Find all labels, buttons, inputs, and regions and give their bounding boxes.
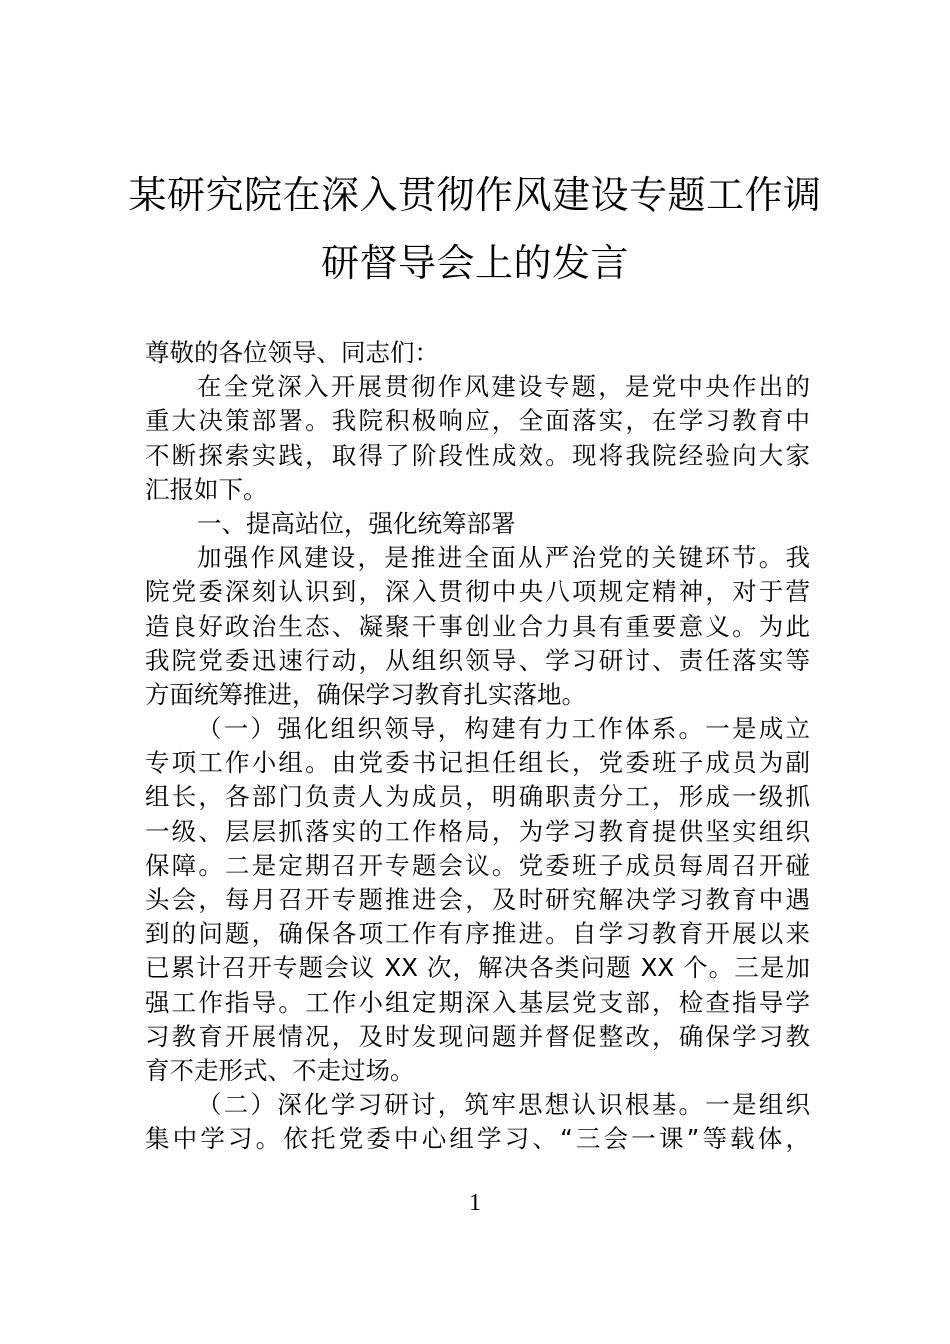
paragraph-line: 保障。二是定期召开专题会议。党委班子成员每周召开碰 (145, 850, 810, 880)
paragraph-line: 集中学习。依托党委中心组学习、“三会一课”等载体， (145, 1124, 810, 1154)
paragraph-line: 组长，各部门负责人为成员，明确职责分工，形成一级抓 (145, 782, 810, 812)
paragraph-line: 院党委深刻认识到，深入贯彻中央八项规定精神，对于营 (145, 577, 810, 607)
paragraph-line: 汇报如下。 (145, 474, 268, 504)
paragraph-line: 我院党委迅速行动，从组织领导、学习研讨、责任落实等 (145, 645, 810, 675)
paragraph-line: 在全党深入开展贯彻作风建设专题，是党中央作出的 (197, 372, 810, 402)
salutation: 尊敬的各位领导、同志们： (145, 338, 439, 367)
paragraph-line: 到的问题，确保各项工作有序推进。自学习教育开展以来 (145, 919, 810, 949)
paragraph-line: 方面统筹推进，确保学习教育扎实落地。 (145, 679, 586, 709)
paragraph-line: 一级、层层抓落实的工作格局，为学习教育提供坚实组织 (145, 816, 810, 846)
paragraph-line: 习教育开展情况，及时发现问题并督促整改，确保学习教 (145, 1021, 810, 1051)
paragraph-line: 加强作风建设，是推进全面从严治党的关键环节。我 (197, 543, 810, 573)
document-title-line-2: 研督导会上的发言 (320, 241, 629, 285)
paragraph-line: 头会，每月召开专题推进会，及时研究解决学习教育中遇 (145, 885, 810, 914)
section-heading: 一、提高站位，强化统筹部署 (197, 508, 516, 538)
paragraph-line: 重大决策部署。我院积极响应，全面落实，在学习教育中 (145, 406, 810, 436)
paragraph-line: 专项工作小组。由党委书记担任组长，党委班子成员为副 (145, 748, 810, 778)
page-number: 1 (469, 1190, 481, 1216)
paragraph-line: 造良好政治生态、凝聚干事创业合力具有重要意义。为此 (145, 611, 810, 641)
paragraph-line: （二）深化学习研讨，筑牢思想认识根基。一是组织 (197, 1090, 810, 1120)
paragraph-line: 不断探索实践，取得了阶段性成效。现将我院经验向大家 (145, 440, 810, 470)
document-body (145, 336, 810, 1157)
paragraph-line: （一）强化组织领导，构建有力工作体系。一是成立 (197, 714, 810, 744)
document-title-line-1: 某研究院在深入贯彻作风建设专题工作调 (128, 173, 822, 217)
paragraph-line: 育不走形式、不走过场。 (145, 1055, 415, 1085)
paragraph-line: 已累计召开专题会议 XX 次，解决各类问题 XX 个。三是加 (145, 953, 810, 983)
paragraph-line: 强工作指导。工作小组定期深入基层党支部，检查指导学 (145, 987, 810, 1017)
